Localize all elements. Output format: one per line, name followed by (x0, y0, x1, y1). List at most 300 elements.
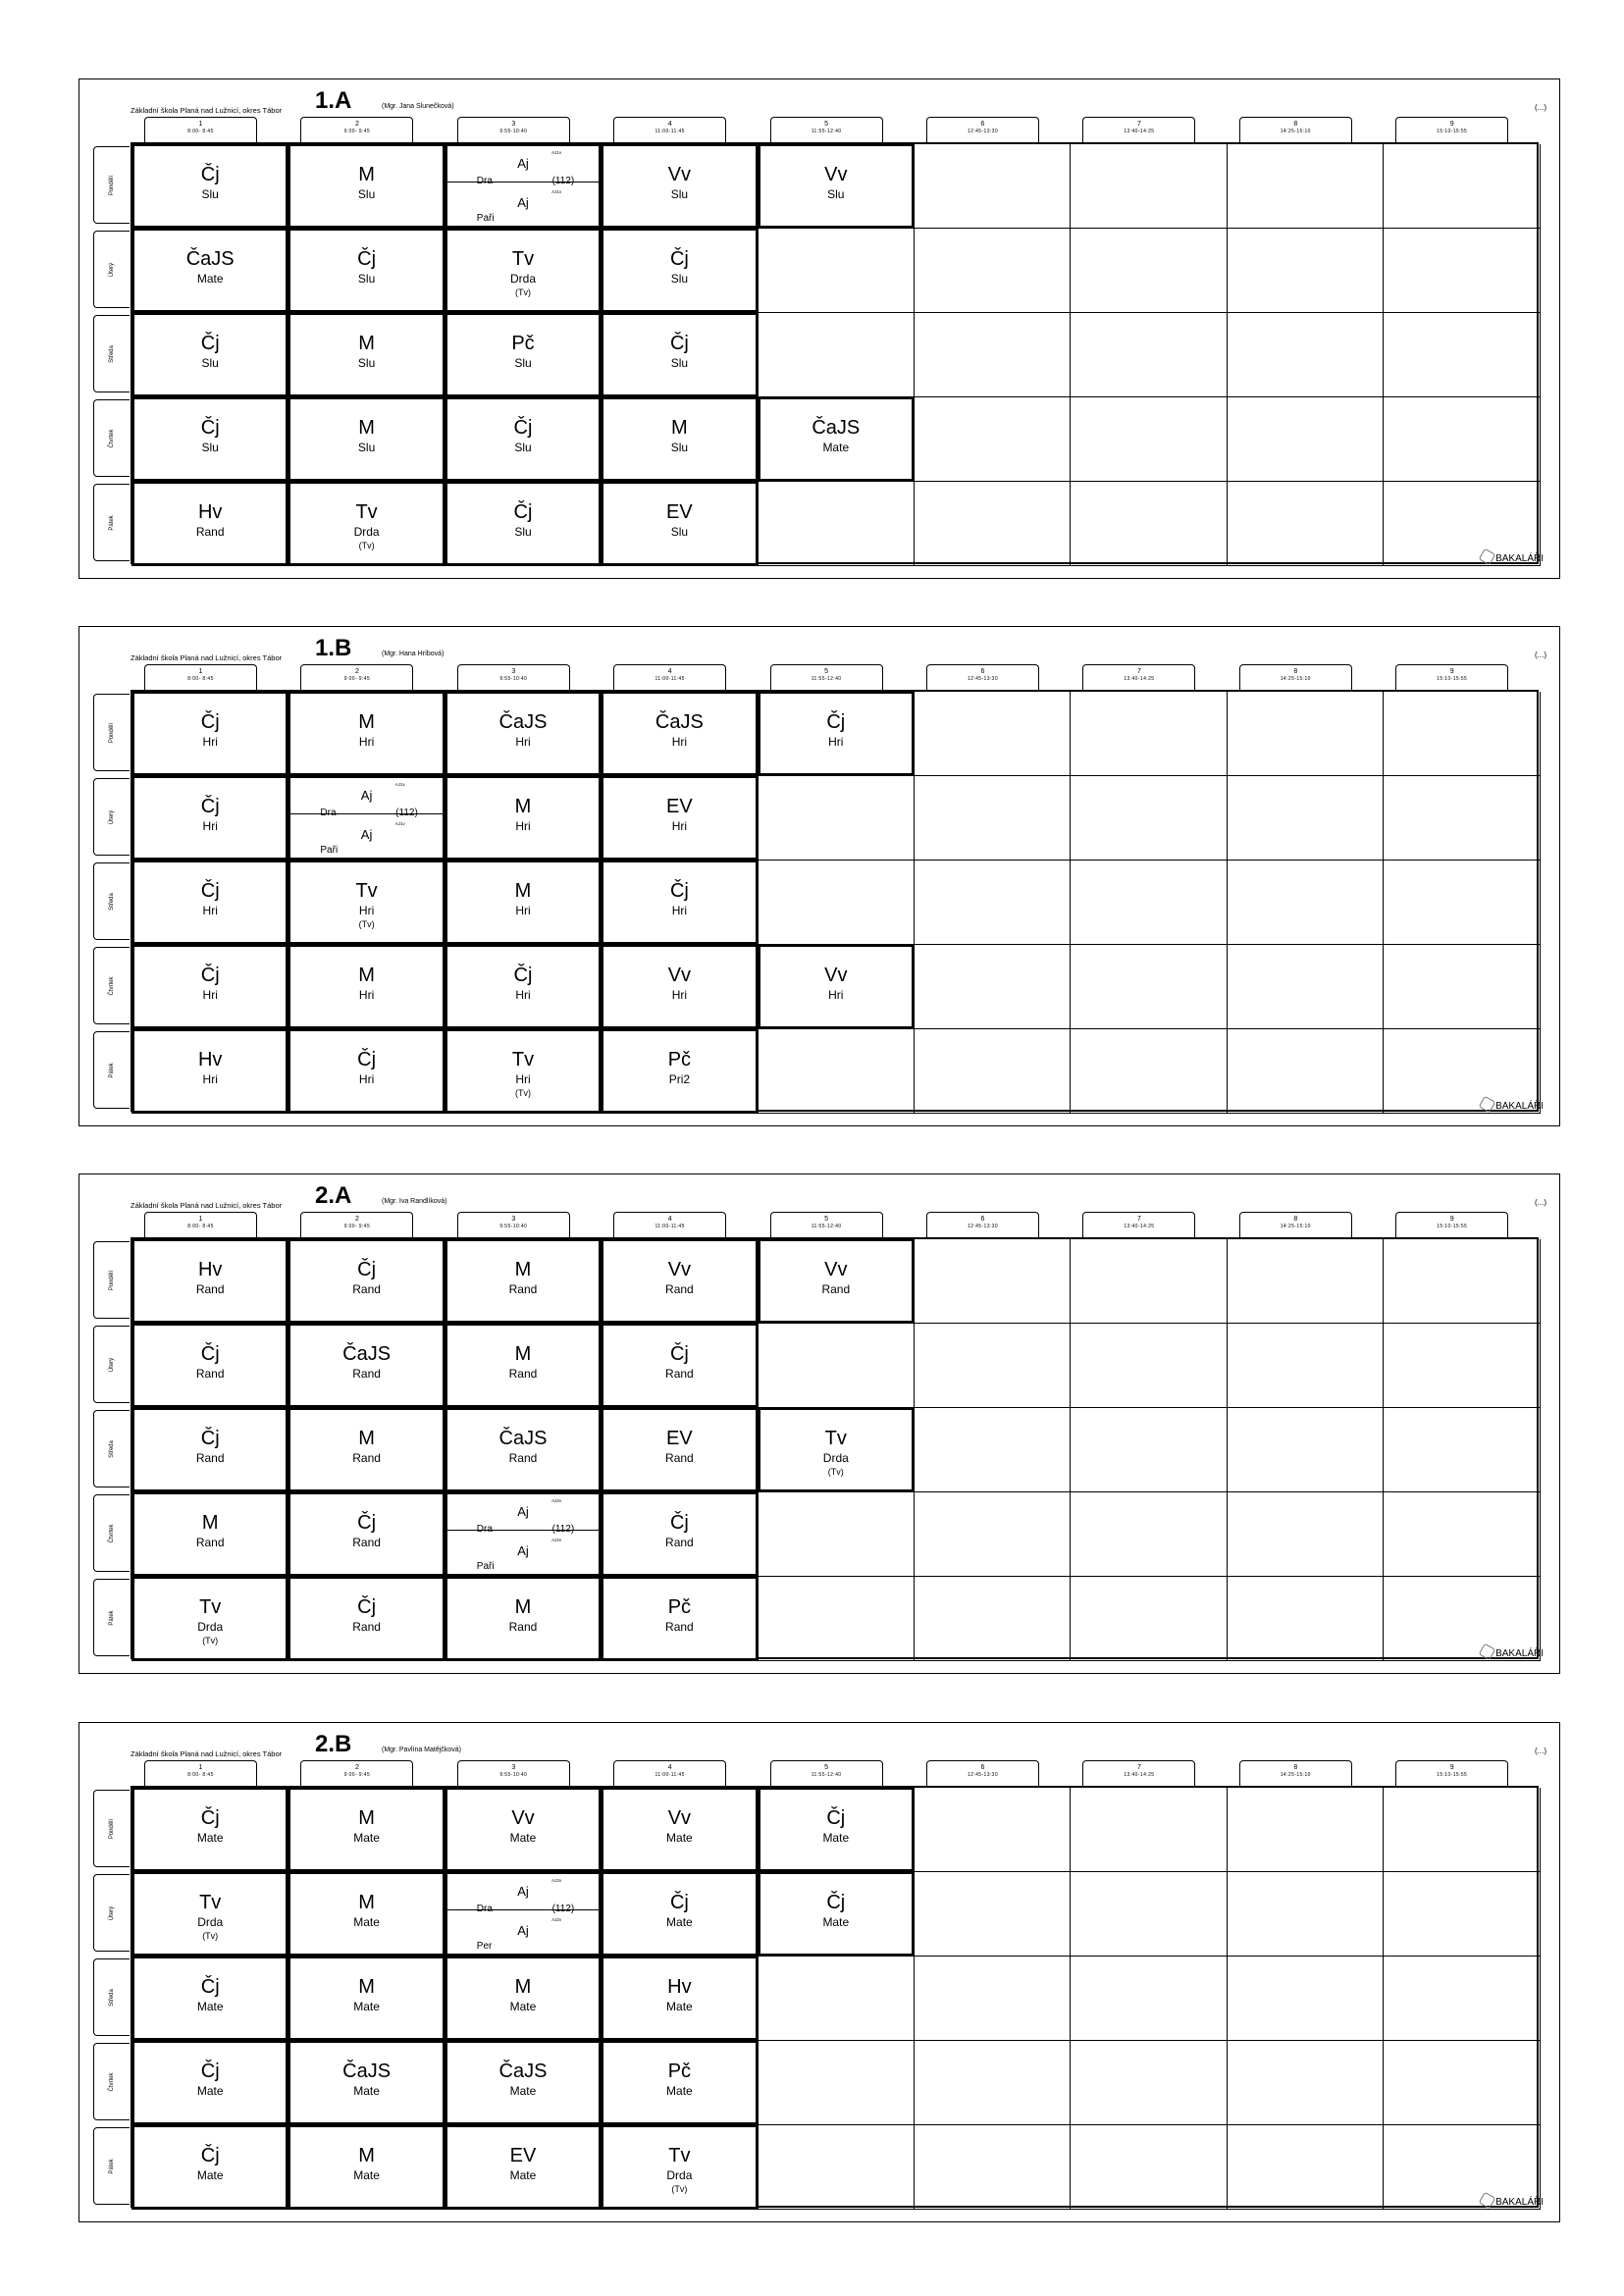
lesson-cell[interactable] (601, 228, 758, 313)
lesson-teacher: Hri (828, 988, 844, 1002)
lesson-cell[interactable] (601, 691, 758, 776)
group-1-subject: Aj (517, 156, 529, 171)
lesson-cell[interactable] (131, 1028, 288, 1114)
lesson-cell[interactable] (445, 396, 602, 482)
period-number: 6 (980, 1764, 985, 1771)
lesson-teacher: Rand (508, 1282, 538, 1296)
empty-slot (915, 1408, 1071, 1492)
period-time: 11:00-11:45 (655, 129, 685, 134)
lesson-subject: Tv (668, 2145, 691, 2166)
lesson-cell[interactable] (601, 396, 758, 482)
lesson-subject: Čj (200, 1343, 220, 1365)
period-time: 8:00- 8:45 (187, 1772, 214, 1778)
lesson-subject: Čj (357, 1049, 377, 1070)
empty-slot (915, 1029, 1071, 1114)
empty-slot (759, 313, 915, 397)
period-header (1395, 1760, 1508, 1786)
period-number: 7 (1136, 1216, 1141, 1223)
lesson-cell[interactable] (288, 1323, 445, 1408)
empty-slot (1071, 482, 1227, 566)
lesson-teacher: Mate (196, 2000, 224, 2013)
lesson-cell[interactable] (601, 1871, 758, 1957)
empty-slot (1071, 1577, 1227, 1661)
lesson-cell[interactable] (445, 481, 602, 566)
period-time: 9:00- 9:45 (343, 1224, 371, 1229)
lesson-cell[interactable] (131, 143, 288, 229)
period-header (926, 117, 1039, 142)
group-divider (447, 1909, 599, 1910)
lesson-cell[interactable] (288, 1238, 445, 1324)
period-number: 9 (1449, 668, 1454, 675)
lesson-cell[interactable] (288, 1028, 445, 1114)
lesson-cell[interactable] (445, 1576, 602, 1661)
empty-slot (1071, 1492, 1227, 1577)
lesson-teacher: Hri (202, 1072, 218, 1086)
split-lesson-cell[interactable] (445, 143, 602, 229)
day-label: Pátek (109, 514, 115, 531)
lesson-cell[interactable] (601, 1576, 758, 1661)
lesson-subject: M (514, 1259, 532, 1280)
lesson-cell[interactable] (601, 312, 758, 397)
lesson-subject: ČaJS (342, 2061, 392, 2082)
lesson-teacher: Mate (509, 2168, 537, 2182)
period-number: 9 (1449, 1764, 1454, 1771)
period-time: 11:00-11:45 (655, 1224, 685, 1229)
lesson-subject: ČaJS (498, 711, 548, 733)
lesson-cell[interactable] (601, 944, 758, 1029)
period-number: 3 (511, 1764, 516, 1771)
lesson-teacher: Rand (665, 1282, 694, 1296)
empty-slot (915, 313, 1071, 397)
empty-slot (1071, 1788, 1227, 1872)
lesson-subject: M (358, 965, 375, 986)
period-number: 6 (980, 1216, 985, 1223)
lesson-teacher: Drda (822, 1451, 849, 1465)
group-2-teacher: Paři (476, 1561, 495, 1572)
period-time: 9:00- 9:45 (343, 129, 371, 134)
lesson-subject: Tv (824, 1428, 847, 1449)
empty-slot (1228, 2125, 1384, 2210)
period-header (300, 664, 413, 690)
class-teacher: (Mgr. Jana Slunečková) (382, 103, 454, 110)
class-name: 1.B (315, 635, 352, 661)
lesson-cell[interactable] (288, 396, 445, 482)
empty-slot (1071, 945, 1227, 1029)
lesson-cell[interactable] (601, 1491, 758, 1577)
lesson-subject: Vv (824, 1259, 848, 1280)
period-number: 2 (354, 668, 359, 675)
lesson-cell[interactable] (445, 860, 602, 945)
empty-slot (1384, 1788, 1540, 1872)
lesson-teacher: Slu (357, 441, 376, 454)
lesson-cell[interactable] (601, 1238, 758, 1324)
lesson-teacher: Drda (197, 1620, 224, 1634)
lesson-teacher: Rand (665, 1536, 694, 1549)
period-time: 15:10-15:55 (1437, 1224, 1468, 1229)
lesson-cell[interactable] (758, 1238, 915, 1324)
lesson-cell[interactable] (288, 143, 445, 229)
lesson-teacher: Rand (352, 1620, 381, 1634)
lesson-subject: EV (666, 1428, 693, 1449)
lesson-subject: EV (666, 501, 693, 523)
day-label: Čtvrtek (109, 1523, 115, 1543)
timetable-panel (79, 78, 1560, 579)
lesson-teacher: Mate (353, 2084, 380, 2098)
lesson-subject: Čj (200, 2061, 220, 2082)
lesson-subject: ČaJS (812, 417, 861, 439)
lesson-cell[interactable] (131, 1491, 288, 1577)
period-number: 2 (354, 1216, 359, 1223)
empty-slot (1228, 1029, 1384, 1114)
lesson-cell[interactable] (131, 1323, 288, 1408)
lesson-cell[interactable] (288, 2124, 445, 2210)
period-number: 1 (198, 1764, 203, 1771)
lesson-teacher: Hri (202, 819, 218, 833)
lesson-cell[interactable] (288, 691, 445, 776)
day-header (93, 862, 130, 940)
school-name: Základní škola Planá nad Lužnicí, okres Tábor (131, 1749, 283, 1758)
lesson-subject: M (514, 1596, 532, 1618)
class-name: 2.A (315, 1182, 352, 1209)
lesson-subject: Čj (669, 1892, 689, 1913)
lesson-teacher: Hri (671, 904, 688, 917)
lesson-cell[interactable] (445, 1323, 602, 1408)
period-header (770, 117, 883, 142)
lesson-cell[interactable] (288, 1787, 445, 1872)
lesson-cell[interactable] (758, 396, 915, 482)
lesson-cell[interactable] (601, 1787, 758, 1872)
empty-slot (915, 861, 1071, 945)
empty-slot (1384, 861, 1540, 945)
period-header (300, 1212, 413, 1237)
lesson-group: (Tv) (827, 1467, 844, 1477)
lesson-cell[interactable] (445, 2124, 602, 2210)
lesson-cell[interactable] (288, 1956, 445, 2041)
lesson-teacher: Hri (202, 735, 218, 749)
day-label: Pondělí (109, 722, 115, 743)
empty-slot (1228, 2041, 1384, 2125)
lesson-cell[interactable] (758, 1407, 915, 1492)
lesson-cell[interactable] (131, 775, 288, 861)
lesson-cell[interactable] (445, 228, 602, 313)
room-label: (112) (551, 176, 575, 186)
period-number: 4 (667, 1216, 672, 1223)
group-1-teacher: Dra (476, 176, 493, 186)
period-number: 5 (824, 1764, 829, 1771)
split-lesson-cell[interactable] (445, 1871, 602, 1957)
empty-slot (759, 1957, 915, 2041)
lesson-cell[interactable] (758, 1787, 915, 1872)
period-time: 11:00-11:45 (655, 676, 685, 682)
split-lesson-cell[interactable] (288, 775, 445, 861)
period-header (926, 1212, 1039, 1237)
lesson-teacher: Hri (358, 904, 375, 917)
empty-slot (1228, 1788, 1384, 1872)
lesson-cell[interactable] (131, 396, 288, 482)
lesson-cell[interactable] (288, 1871, 445, 1957)
empty-slot (1071, 397, 1227, 482)
empty-slot (1228, 229, 1384, 313)
lesson-cell[interactable] (601, 1028, 758, 1114)
empty-slot (759, 1324, 915, 1408)
split-lesson-cell[interactable] (445, 1491, 602, 1577)
timetable-panel (79, 1174, 1560, 1674)
lesson-cell[interactable] (758, 944, 915, 1029)
group-2-subject: Aj (517, 1543, 529, 1558)
period-number: 2 (354, 1764, 359, 1771)
lesson-cell[interactable] (601, 1956, 758, 2041)
lesson-cell[interactable] (131, 2040, 288, 2125)
empty-slot (915, 2041, 1071, 2125)
group-divider (447, 1530, 599, 1531)
timetable-grid (131, 1237, 1539, 1659)
period-time: 12:45-13:30 (967, 129, 999, 134)
empty-slot (1228, 482, 1384, 566)
lesson-cell[interactable] (131, 2124, 288, 2210)
period-time: 12:45-13:30 (967, 1772, 999, 1778)
lesson-cell[interactable] (601, 2124, 758, 2210)
lesson-subject: Tv (511, 248, 535, 270)
empty-slot (1384, 313, 1540, 397)
lesson-cell[interactable] (288, 944, 445, 1029)
lesson-cell[interactable] (445, 312, 602, 397)
period-number: 2 (354, 121, 359, 128)
lesson-subject: Tv (199, 1892, 222, 1913)
period-header (1395, 117, 1508, 142)
period-time: 11:55-12:40 (811, 129, 842, 134)
group-2-label: AJ2v (551, 1917, 562, 1922)
lesson-subject: M (358, 1976, 375, 1998)
period-number: 1 (198, 1216, 203, 1223)
lesson-teacher: Slu (670, 525, 689, 539)
day-header (93, 2043, 130, 2120)
empty-slot (1228, 1492, 1384, 1577)
lesson-cell[interactable] (445, 1238, 602, 1324)
lesson-cell[interactable] (131, 1956, 288, 2041)
group-2-label: AJ1v (394, 821, 405, 826)
lesson-cell[interactable] (445, 691, 602, 776)
period-header (926, 664, 1039, 690)
empty-slot (1071, 2041, 1227, 2125)
lesson-cell[interactable] (288, 860, 445, 945)
lesson-cell[interactable] (601, 1407, 758, 1492)
lesson-cell[interactable] (131, 1407, 288, 1492)
lesson-cell[interactable] (131, 944, 288, 1029)
lesson-subject: Čj (200, 164, 220, 185)
empty-slot (759, 776, 915, 861)
lesson-teacher: Rand (352, 1282, 381, 1296)
lesson-cell[interactable] (131, 481, 288, 566)
lesson-cell[interactable] (288, 312, 445, 397)
class-teacher: (Mgr. Iva Randlíková) (382, 1198, 447, 1205)
lesson-teacher: Rand (195, 1282, 225, 1296)
lesson-cell[interactable] (445, 944, 602, 1029)
empty-slot (1228, 313, 1384, 397)
group-2-teacher: Per (476, 1941, 493, 1952)
lesson-cell[interactable] (131, 1871, 288, 1957)
lesson-teacher: Slu (201, 441, 219, 454)
empty-slot (1384, 144, 1540, 229)
empty-slot (915, 1788, 1071, 1872)
day-header (93, 1241, 130, 1319)
lesson-cell[interactable] (131, 1576, 288, 1661)
empty-slot (1228, 1577, 1384, 1661)
lesson-cell[interactable] (131, 1787, 288, 1872)
period-number: 7 (1136, 668, 1141, 675)
lesson-cell[interactable] (131, 691, 288, 776)
school-name: Základní škola Planá nad Lužnicí, okres Tábor (131, 653, 283, 662)
empty-slot (1071, 229, 1227, 313)
lesson-teacher: Slu (357, 356, 376, 370)
period-time: 11:55-12:40 (811, 1772, 842, 1778)
lesson-teacher: Mate (822, 1915, 850, 1929)
lesson-subject: Hv (197, 501, 223, 523)
group-1-subject: Aj (360, 788, 373, 803)
lesson-cell[interactable] (758, 143, 915, 229)
lesson-subject: M (514, 1343, 532, 1365)
day-header (93, 315, 130, 392)
period-time: 15:10-15:55 (1437, 1772, 1468, 1778)
lesson-subject: Tv (355, 501, 378, 523)
lesson-cell[interactable] (445, 1028, 602, 1114)
lesson-subject: Pč (667, 1049, 692, 1070)
lesson-subject: ČaJS (498, 2061, 548, 2082)
period-number: 4 (667, 1764, 672, 1771)
lesson-cell[interactable] (445, 1787, 602, 1872)
lesson-teacher: Mate (353, 2000, 380, 2013)
lesson-teacher: Rand (821, 1282, 851, 1296)
day-header (93, 694, 130, 771)
lesson-cell[interactable] (445, 775, 602, 861)
period-header (144, 117, 257, 142)
lesson-subject: Čj (513, 965, 533, 986)
group-1-subject: Aj (517, 1504, 529, 1519)
lesson-cell[interactable] (445, 1956, 602, 2041)
lesson-teacher: Rand (665, 1451, 694, 1465)
lesson-cell[interactable] (601, 775, 758, 861)
lesson-teacher: Mate (666, 2084, 693, 2098)
lesson-subject: M (358, 417, 375, 439)
period-time: 8:00- 8:45 (187, 676, 214, 682)
lesson-subject: Čj (200, 711, 220, 733)
empty-slot (915, 1957, 1071, 2041)
lesson-subject: Hv (197, 1259, 223, 1280)
lesson-subject: Čj (669, 248, 689, 270)
lesson-cell[interactable] (288, 1576, 445, 1661)
lesson-teacher: Mate (509, 2084, 537, 2098)
period-number: 6 (980, 121, 985, 128)
empty-slot (1384, 1324, 1540, 1408)
lesson-cell[interactable] (288, 481, 445, 566)
empty-slot (759, 2041, 915, 2125)
lesson-teacher: Hri (515, 735, 531, 749)
school-name: Základní škola Planá nad Lužnicí, okres Tábor (131, 1201, 283, 1210)
lesson-cell[interactable] (288, 2040, 445, 2125)
lesson-cell[interactable] (131, 1238, 288, 1324)
empty-slot (915, 397, 1071, 482)
lesson-teacher: Rand (195, 1536, 225, 1549)
lesson-cell[interactable] (758, 1871, 915, 1957)
lesson-cell[interactable] (601, 481, 758, 566)
empty-slot (1384, 692, 1540, 776)
empty-slot (915, 776, 1071, 861)
day-label: Úterý (109, 1905, 115, 1920)
lesson-teacher: Hri (202, 988, 218, 1002)
lesson-teacher: Rand (195, 1367, 225, 1381)
period-header (613, 117, 726, 142)
lesson-subject: Čj (200, 333, 220, 354)
lesson-group: (Tv) (358, 541, 375, 550)
lesson-cell[interactable] (601, 1323, 758, 1408)
lesson-subject: Čj (357, 248, 377, 270)
lesson-cell[interactable] (601, 143, 758, 229)
empty-slot (1384, 229, 1540, 313)
lesson-cell[interactable] (131, 860, 288, 945)
lesson-subject: EV (509, 2145, 537, 2166)
lesson-teacher: Hri (515, 988, 531, 1002)
lesson-cell[interactable] (445, 1407, 602, 1492)
period-time: 14:25-15:10 (1280, 1224, 1311, 1229)
lesson-teacher: Mate (666, 1831, 693, 1845)
day-label: Středa (109, 1988, 115, 2007)
lesson-subject: Čj (200, 1428, 220, 1449)
period-header (1395, 1212, 1508, 1237)
empty-slot (1384, 776, 1540, 861)
bakalari-logo-text: BAKALÁŘI (1495, 1648, 1544, 1659)
day-header (93, 1410, 130, 1487)
lesson-cell[interactable] (288, 228, 445, 313)
lesson-cell[interactable] (445, 2040, 602, 2125)
group-2-teacher: Paři (320, 845, 339, 856)
lesson-subject: Čj (669, 880, 689, 902)
empty-slot (1384, 1408, 1540, 1492)
day-label: Čtvrtek (109, 975, 115, 996)
lesson-subject: ČaJS (342, 1343, 392, 1365)
period-header (613, 1212, 726, 1237)
lesson-teacher: Rand (508, 1451, 538, 1465)
period-time: 14:25-15:10 (1280, 676, 1311, 682)
lesson-subject: M (358, 2145, 375, 2166)
lesson-subject: Pč (667, 2061, 692, 2082)
bakalari-hex-icon (1479, 1096, 1496, 1114)
lesson-cell[interactable] (288, 1407, 445, 1492)
lesson-teacher: Hri (671, 819, 688, 833)
lesson-cell[interactable] (601, 860, 758, 945)
empty-slot (915, 692, 1071, 776)
lesson-group: (Tv) (202, 1636, 219, 1645)
lesson-teacher: Mate (666, 2000, 693, 2013)
period-number: 1 (198, 668, 203, 675)
bakalari-logo-text: BAKALÁŘI (1495, 1101, 1544, 1112)
period-number: 5 (824, 121, 829, 128)
lesson-cell[interactable] (758, 691, 915, 776)
lesson-subject: M (358, 711, 375, 733)
day-label: Středa (109, 1439, 115, 1458)
day-header (93, 484, 130, 561)
day-label: Úterý (109, 1357, 115, 1372)
lesson-cell[interactable] (131, 228, 288, 313)
day-header (93, 231, 130, 308)
timetable-grid (131, 1786, 1539, 2208)
period-header (770, 1760, 883, 1786)
lesson-cell[interactable] (131, 312, 288, 397)
lesson-teacher: Hri (828, 735, 844, 749)
empty-slot (1384, 2041, 1540, 2125)
lesson-cell[interactable] (288, 1491, 445, 1577)
lesson-teacher: Mate (196, 2084, 224, 2098)
class-teacher: (Mgr. Hana Hríbová) (382, 651, 445, 657)
lesson-cell[interactable] (601, 2040, 758, 2125)
